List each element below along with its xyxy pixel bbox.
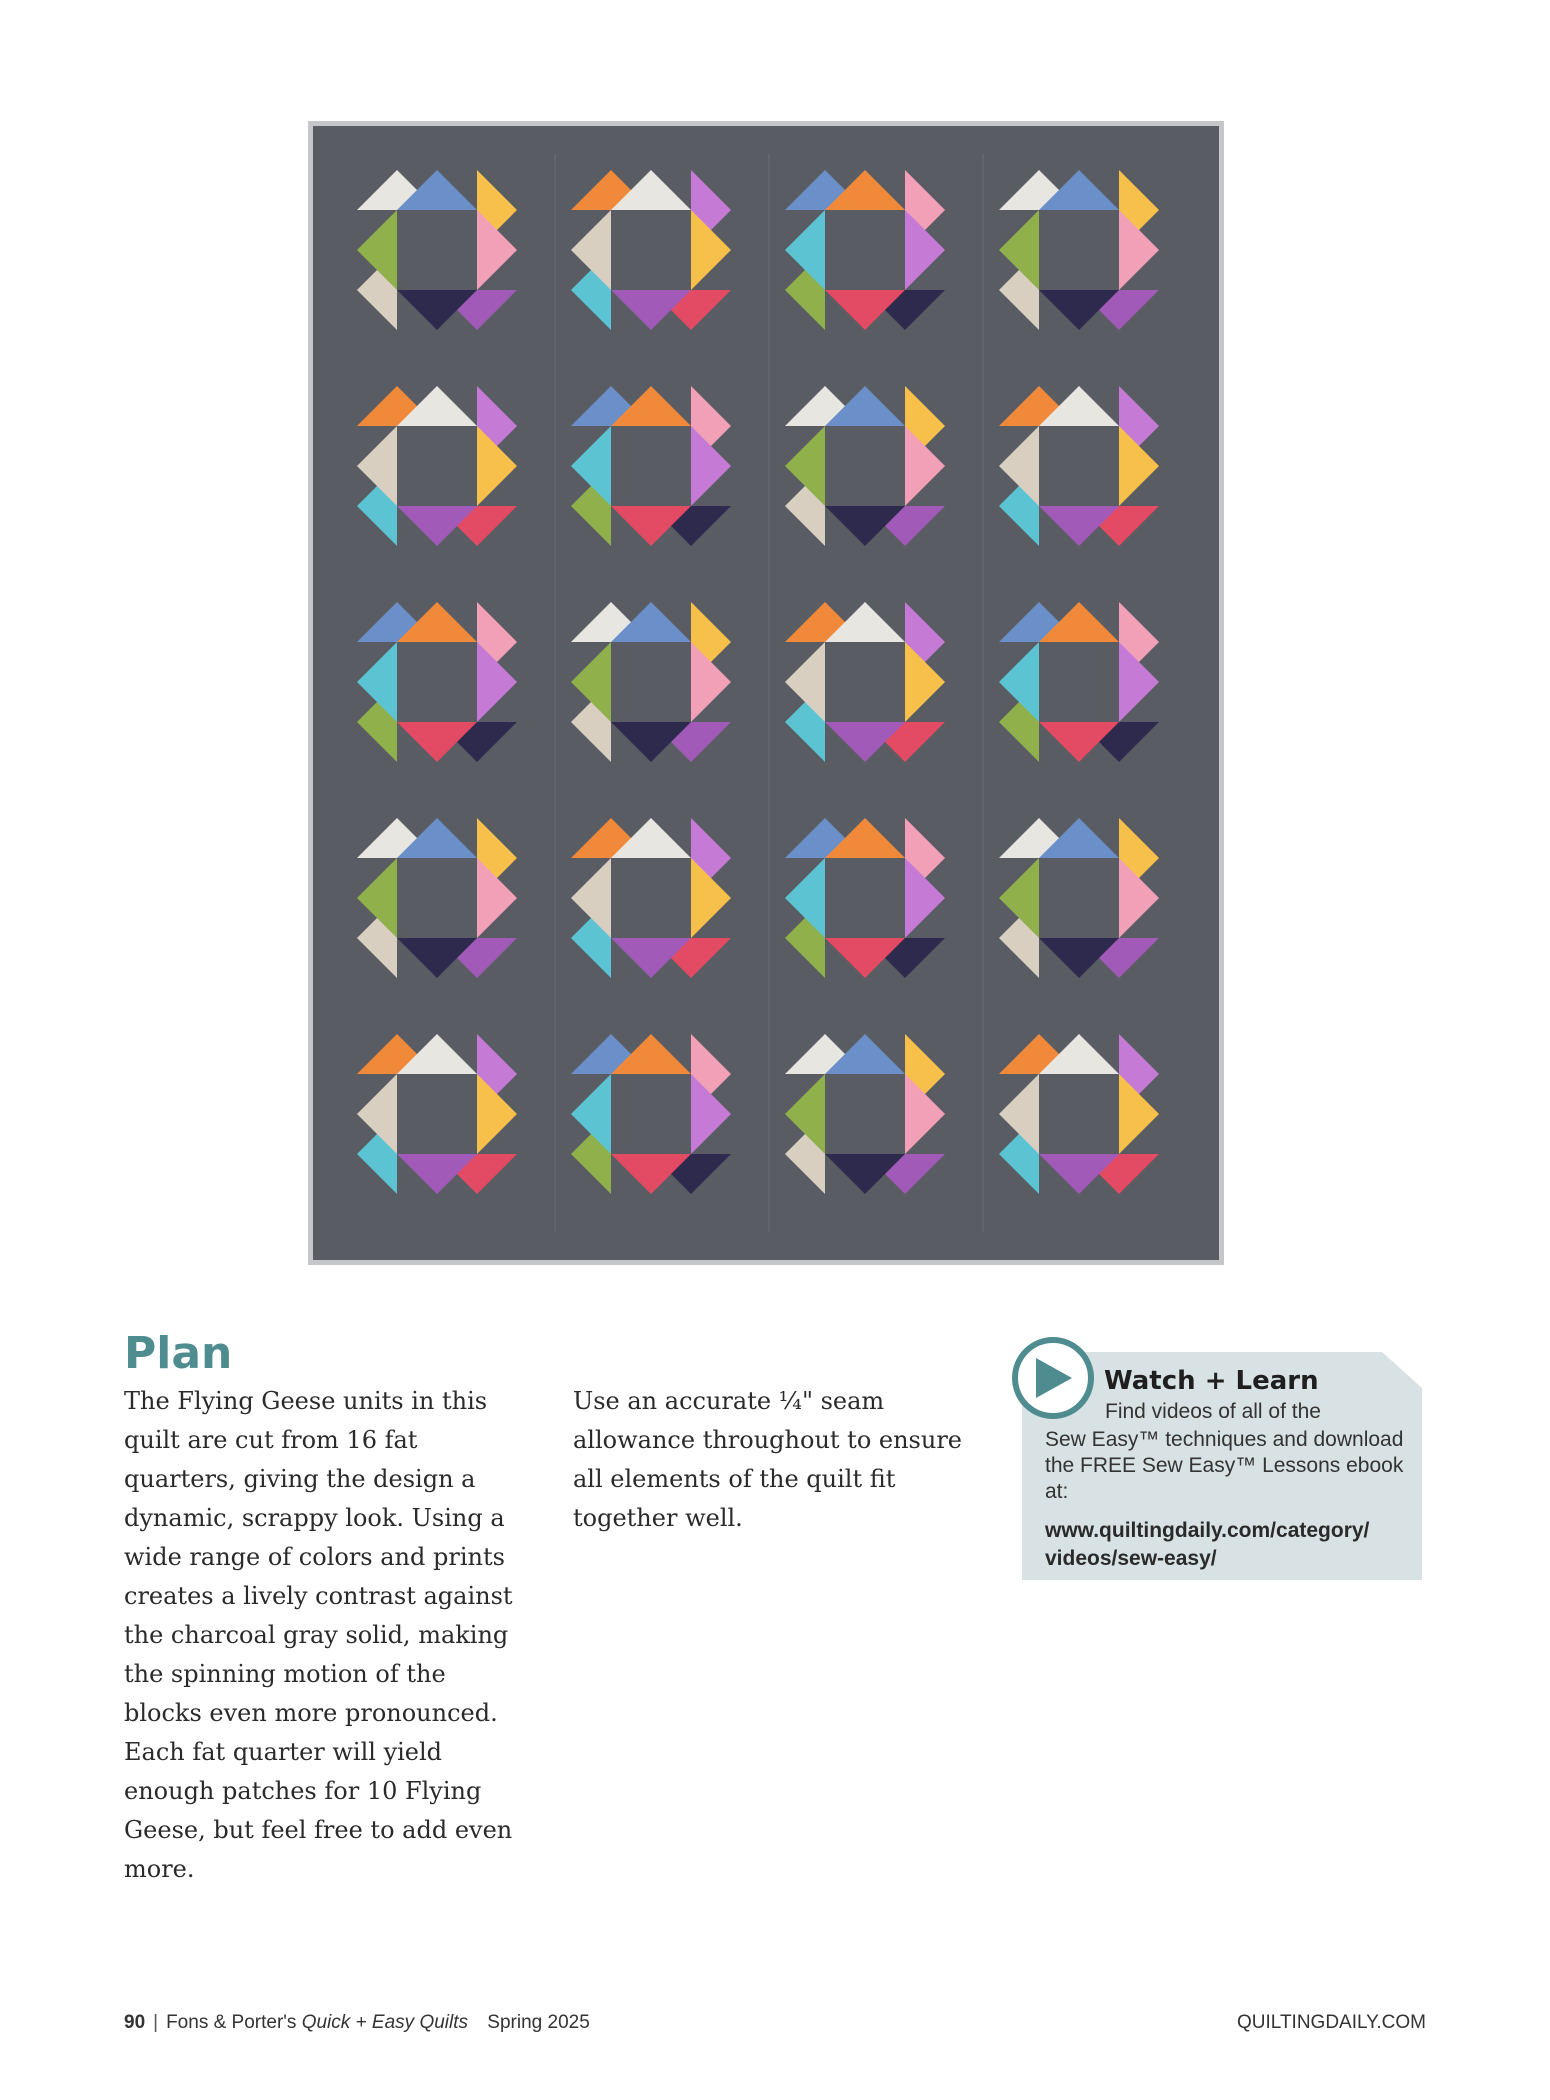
watch-learn-text: Sew Easy™ techniques and download the FREE Sew Easy™ Lessons ebook at:	[1045, 1428, 1404, 1503]
footer-separator: |	[153, 2012, 159, 2033]
page-footer	[124, 2012, 1426, 2042]
pinwheel-arm	[825, 290, 945, 330]
watch-learn-url[interactable]: www.quiltingdaily.com/category/ videos/sew-easy/	[1045, 1519, 1370, 1570]
pinwheel-arm	[1039, 506, 1159, 546]
pinwheel-arm	[397, 1154, 517, 1194]
pinwheel-arm	[571, 426, 611, 546]
pinwheel-arm	[571, 1034, 691, 1074]
pinwheel-arm	[691, 1034, 731, 1154]
pinwheel-arm	[825, 938, 945, 978]
pinwheel-arm	[691, 602, 731, 722]
pinwheel-arm	[611, 506, 731, 546]
pinwheel-arm	[477, 386, 517, 506]
watch-learn-text-line1: Find videos of all of the	[1105, 1400, 1321, 1423]
pinwheel-arm	[357, 642, 397, 762]
section-title: Plan	[124, 1328, 233, 1379]
pinwheel-arm	[357, 858, 397, 978]
pinwheel-arm	[357, 170, 477, 210]
pinwheel-arm	[571, 170, 691, 210]
pinwheel-arm	[477, 1034, 517, 1154]
pinwheel-arm	[357, 1074, 397, 1194]
pinwheel-arm	[999, 818, 1119, 858]
pinwheel-arm	[1119, 602, 1159, 722]
pinwheel-arm	[999, 858, 1039, 978]
pinwheel-arm	[571, 386, 691, 426]
pinwheel-arm	[905, 818, 945, 938]
pinwheel-arm	[571, 1074, 611, 1194]
pinwheel-arm	[785, 1074, 825, 1194]
pinwheel-arm	[785, 386, 905, 426]
pinwheel-arm	[785, 858, 825, 978]
pinwheel-arm	[999, 210, 1039, 330]
pinwheel-arm	[785, 602, 905, 642]
pinwheel-arm	[691, 386, 731, 506]
pinwheel-arm	[785, 642, 825, 762]
play-icon	[1012, 1337, 1094, 1419]
pinwheel-arm	[999, 602, 1119, 642]
pinwheel-arm	[571, 818, 691, 858]
page-number: 90	[124, 2012, 146, 2033]
pinwheel-arm	[611, 1154, 731, 1194]
pinwheel-arm	[691, 170, 731, 290]
pinwheel-arm	[825, 1154, 945, 1194]
pinwheel-arm	[357, 602, 477, 642]
flying-geese-quilt-illustration	[313, 126, 1219, 1260]
pinwheel-arm	[785, 818, 905, 858]
pinwheel-arm	[571, 602, 691, 642]
pinwheel-arm	[1039, 290, 1159, 330]
watch-learn-title: Watch + Learn	[1104, 1366, 1319, 1396]
pinwheel-arm	[1119, 170, 1159, 290]
pinwheel-arm	[357, 1034, 477, 1074]
pinwheel-arm	[397, 506, 517, 546]
quilt-photo	[308, 121, 1224, 1265]
pinwheel-arm	[825, 506, 945, 546]
pinwheel-arm	[691, 818, 731, 938]
pinwheel-arm	[905, 170, 945, 290]
pinwheel-arm	[571, 642, 611, 762]
pinwheel-arm	[477, 602, 517, 722]
pinwheel-arm	[1039, 1154, 1159, 1194]
pinwheel-arm	[357, 818, 477, 858]
pinwheel-arm	[477, 818, 517, 938]
pinwheel-arm	[1119, 386, 1159, 506]
plan-paragraph-2: Use an accurate ¼" seam allowance throughout to ensure all elements of the quilt fit together well.	[573, 1387, 963, 1532]
pinwheel-arm	[611, 938, 731, 978]
pinwheel-arm	[571, 210, 611, 330]
pinwheel-arm	[905, 602, 945, 722]
pinwheel-arm	[825, 722, 945, 762]
pinwheel-arm	[999, 1074, 1039, 1194]
website-url[interactable]: QUILTINGDAILY.COM	[1237, 2012, 1426, 2033]
pinwheel-arm	[999, 170, 1119, 210]
pinwheel-arm	[397, 938, 517, 978]
pinwheel-arm	[999, 426, 1039, 546]
pinwheel-arm	[785, 170, 905, 210]
pinwheel-arm	[1119, 818, 1159, 938]
pinwheel-arm	[611, 290, 731, 330]
pinwheel-arm	[999, 386, 1119, 426]
pinwheel-arm	[357, 210, 397, 330]
pinwheel-arm	[905, 1034, 945, 1154]
issue-date: Spring 2025	[487, 2012, 590, 2033]
pinwheel-arm	[785, 1034, 905, 1074]
pinwheel-arm	[571, 858, 611, 978]
pinwheel-arm	[1039, 938, 1159, 978]
magazine-title: Quick + Easy Quilts	[301, 2012, 469, 2033]
publisher-name: Fons & Porter's	[166, 2012, 297, 2033]
pinwheel-arm	[785, 426, 825, 546]
pinwheel-arm	[477, 170, 517, 290]
pinwheel-arm	[1119, 1034, 1159, 1154]
pinwheel-arm	[999, 1034, 1119, 1074]
pinwheel-arm	[611, 722, 731, 762]
pinwheel-arm	[1039, 722, 1159, 762]
pinwheel-arm	[357, 426, 397, 546]
pinwheel-arm	[397, 722, 517, 762]
pinwheel-arm	[357, 386, 477, 426]
pinwheel-arm	[905, 386, 945, 506]
pinwheel-arm	[785, 210, 825, 330]
pinwheel-arm	[999, 642, 1039, 762]
pinwheel-arm	[397, 290, 517, 330]
plan-paragraph-1: The Flying Geese units in this quilt are cut from 16 fat quarters, giving the design a dynamic, scrappy look. Using a wide range of colors and prints creates a lively contrast against the charcoal gray solid, making the spinning motion of the blocks even more pronounced. Each fat quarter will yield enough patches for 10 Flying Geese, but feel free to add even more.	[124, 1387, 513, 1883]
